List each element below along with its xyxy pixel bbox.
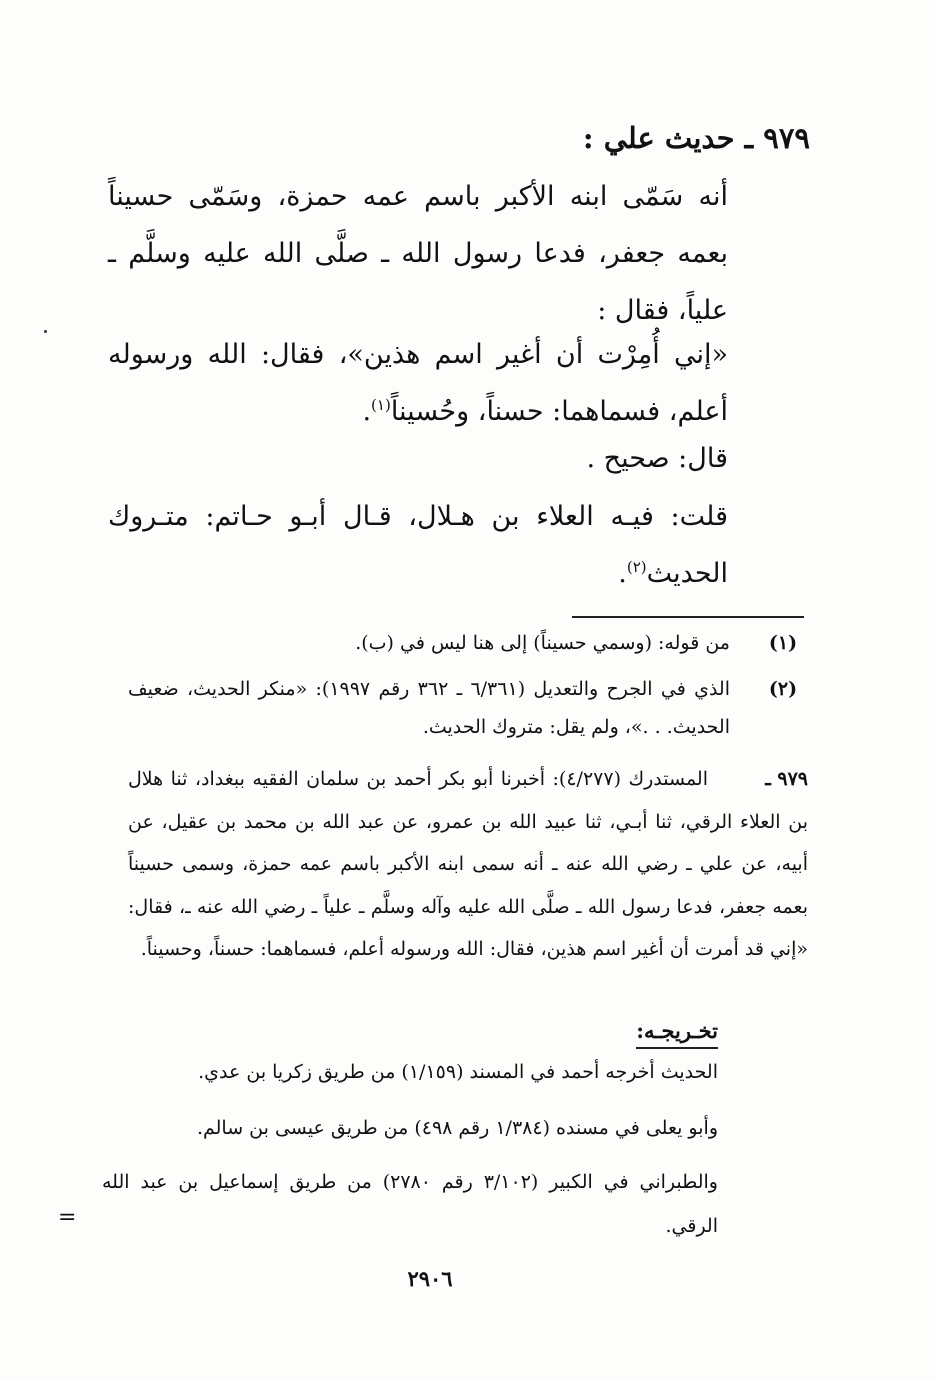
hadith-paragraph-4-end: . — [618, 558, 627, 589]
scan-speck — [44, 330, 47, 333]
hadith-paragraph-2-text: «إني أُمِرْت أن أغير اسم هذين»، فقال: الله ورسوله أعلم، فسماهما: حسناً، وحُسيناً — [108, 339, 728, 427]
page-number: ٢٩٠٦ — [407, 1266, 453, 1291]
hadith-paragraph-1: أنه سَمّى ابنه الأكبر باسم عمه حمزة، وسَمّى حسيناً بعمه جعفر، فدعا رسول الله ـ صلَّى الله عليه وسلَّم ـ علياً، فقال : — [108, 181, 728, 326]
continuation-mark: = — [58, 1205, 77, 1230]
mustadrak-note-text: المستدرك (٤/٢٧٧): أخبرنا أبو بكر أحمد بن سلمان الفقيه ببغداد، ثنا هلال بن العلاء الرقي، ثنا أبـي، ثنا عبيد الله بن عمرو، عن عبد الله بن محمد بن عقيل، عن أبيه، عن علي ـ رضي الله عنه ـ أنه سمى ابنه الأكبر باسم عمه حمزة، وسمى حسيناً بعمه جعفر، فدعا رسول الله ـ صلَّى الله عليه وآله وسلَّم ـ علياً ـ رضي الله عنه ـ، فقال: «إني قد أمرت أن أغير اسم هذين، فقال: الله ورسوله أعلم، فسماهما: حسناً، وحسيناً. — [128, 768, 808, 960]
hadith-heading: ٩٧٩ ـ حديث علي : — [582, 121, 810, 155]
takhrij-line-2: وأبو يعلى في مسنده (١/٣٨٤ رقم ٤٩٨) من طريق عيسى بن سالم. — [196, 1117, 718, 1139]
hadith-paragraph-2 — [108, 326, 728, 440]
hadith-paragraph-4-text: قلت: فيـه العلاء بن هـلال، قـال أبـو حـاتم: متـروك الحديث — [108, 501, 728, 589]
takhrij-line-3: والطبراني في الكبير (٣/١٠٢ رقم ٢٧٨٠) من طريق إسماعيل بن عبد الله الرقي. — [102, 1171, 718, 1237]
mustadrak-note-number: ٩٧٩ ـ — [765, 768, 808, 790]
footnote-2-number: (٢) — [768, 678, 798, 700]
hadith-paragraph-3: قال: صحيح . — [586, 443, 728, 474]
hadith-paragraph-2-end: . — [362, 396, 372, 427]
footnote-1-number: (١) — [768, 632, 798, 654]
footnote-marker-2: (٢) — [626, 558, 647, 576]
takhrij-line-1: الحديث أخرجه أحمد في المسند (١/١٥٩) من طريق زكريا بن عدي. — [198, 1061, 718, 1083]
takhrij-heading: تخـريجـه: — [636, 1016, 718, 1049]
footnote-2-text: الذي في الجرح والتعديل (٦/٣٦١ ـ ٣٦٢ رقم ١٩٩٧): «منكر الحديث، ضعيف الحديث. . .»، ولم يقل: متروك الحديث. — [128, 678, 731, 738]
hadith-paragraph-4 — [108, 488, 728, 602]
footnote-separator — [572, 616, 804, 618]
footnote-1-text: من قوله: (وسمي حسيناً) إلى هنا ليس في (ب). — [355, 632, 730, 654]
footnote-marker-1: (١) — [371, 396, 391, 414]
